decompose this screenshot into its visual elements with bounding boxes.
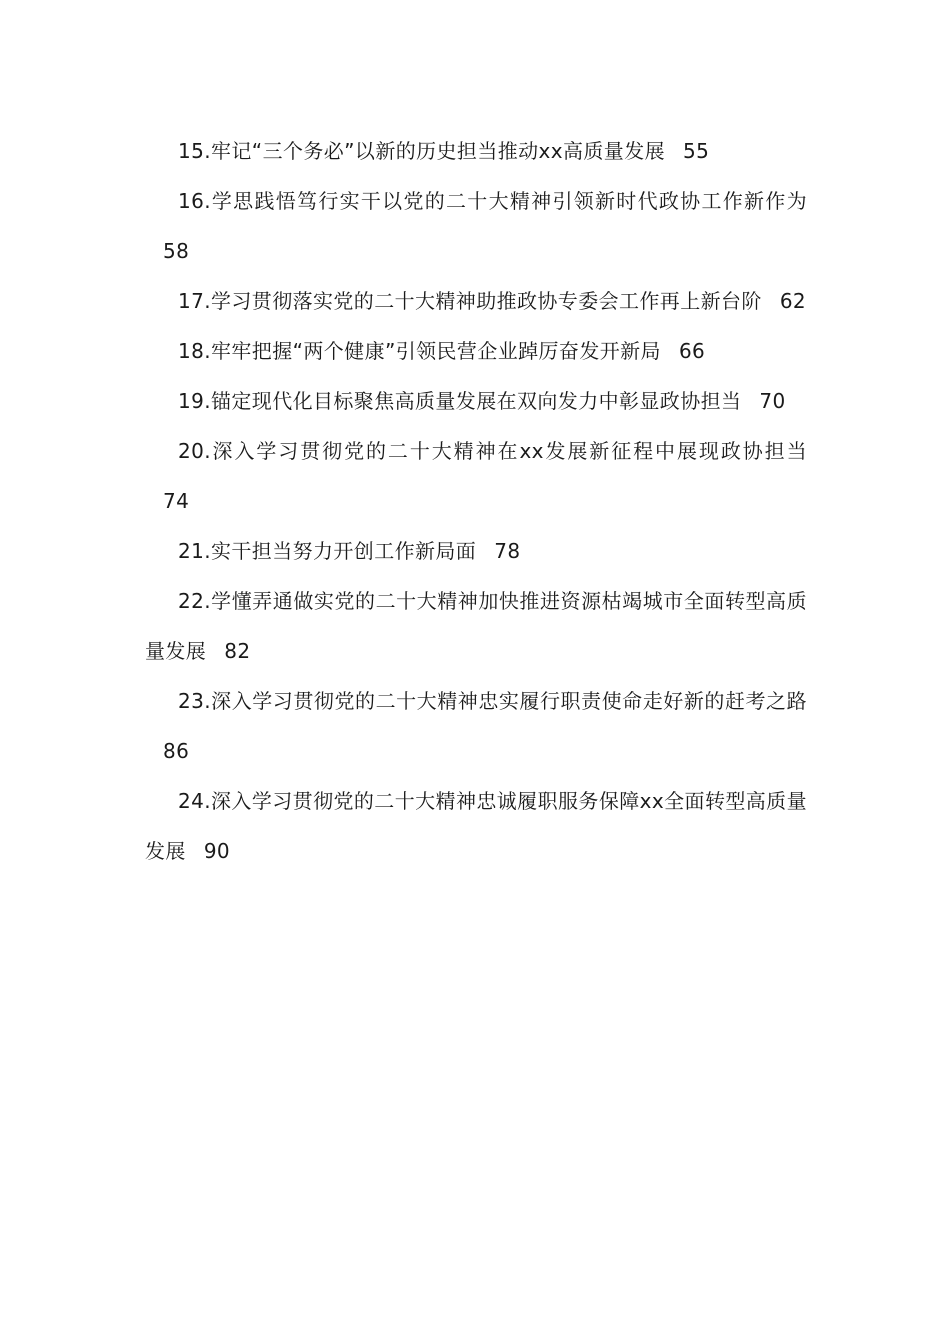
toc-entry-page: 90 [203,839,231,863]
toc-entry-title: 23.深入学习贯彻党的二十大精神忠实履行职责使命走好新的赶考之路 [178,689,807,713]
toc-entry-title: 20.深入学习贯彻党的二十大精神在xx发展新征程中展现政协担当 [178,439,807,463]
toc-entry-title: 17.学习贯彻落实党的二十大精神助推政协专委会工作再上新台阶 [178,289,762,313]
toc-entry-title: 19.锚定现代化目标聚焦高质量发展在双向发力中彰显政协担当 [178,389,742,413]
toc-entry-page: 66 [678,339,706,363]
toc-entry-page: 82 [224,639,251,663]
toc-entry-23 [145,676,807,776]
toc-entry-19 [145,376,807,426]
toc-entry-page: 70 [759,389,786,413]
toc-entry-24 [145,776,807,876]
toc-entry-20 [145,426,807,526]
toc-entry-title: 21.实干担当努力开创工作新局面 [178,539,477,563]
toc-entry-title: 18.牢牢把握“两个健康”引领民营企业踔厉奋发开新局 [178,339,661,363]
toc-entry-title: 24.深入学习贯彻党的二十大精神忠诚履职服务保障xx全面转型高质量发展 [145,789,807,863]
toc-entry-15 [145,126,807,176]
toc-entry-22 [145,576,807,676]
toc-entry-page: 55 [683,139,710,163]
toc-entry-page: 78 [494,539,521,563]
toc-entry-page: 58 [163,239,190,263]
toc-entry-17 [145,276,807,326]
toc-entry-title: 15.牢记“三个务必”以新的历史担当推动xx高质量发展 [178,139,666,163]
toc-entry-16 [145,176,807,276]
toc-entry-21 [145,526,807,576]
table-of-contents [145,126,807,876]
toc-entry-18 [145,326,807,376]
toc-entry-page: 86 [163,739,190,763]
toc-entry-title: 16.学思践悟笃行实干以党的二十大精神引领新时代政协工作新作为 [178,189,807,213]
toc-entry-title: 22.学懂弄通做实党的二十大精神加快推进资源枯竭城市全面转型高质量发展 [145,589,807,663]
toc-entry-page: 62 [779,289,807,313]
toc-entry-page: 74 [163,489,190,513]
